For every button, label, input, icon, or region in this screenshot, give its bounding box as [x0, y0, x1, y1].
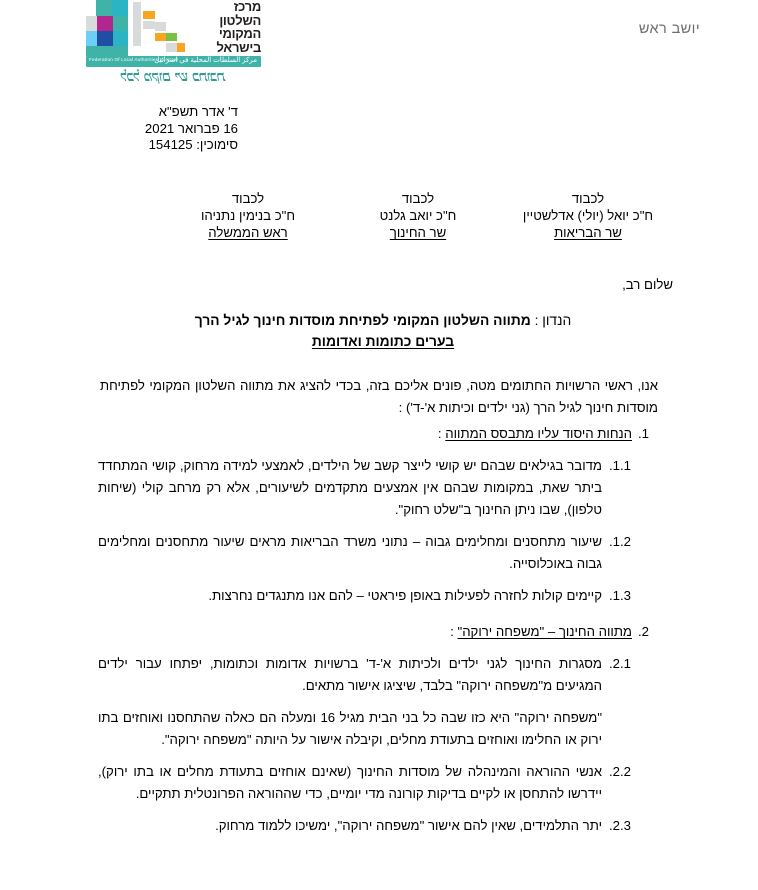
date-block	[98, 104, 238, 154]
subject-line-1: מתווה השלטון המקומי לפתיחת מוסדות חינוך לגיל הרך	[194, 313, 531, 328]
item-1-1-number: 1.1.	[609, 458, 632, 473]
logo-line-2: השלטון	[219, 12, 261, 28]
recipients-row	[93, 190, 673, 241]
item-2-3-number: 2.3.	[609, 818, 632, 833]
subject-line-2: בערים כתומות ואדומות	[311, 334, 455, 349]
greeting-line: שלום רב,	[622, 277, 673, 292]
item-2-1	[98, 653, 658, 697]
item-2-1-text: מסגרות החינוך לגני ילדים ולכיתות א'-ד' ברשויות אדומות וכתומות, יפתחו עבור ילדים המגיעים מ"משפחה ירוקה" בלבד, שיציגו אישור מתאים.	[98, 656, 602, 693]
section-2-number: 2.	[638, 624, 650, 639]
logo-building-blocks-icon	[86, 0, 185, 57]
logo-main	[86, 0, 261, 64]
recipient-name: ח"כ בנימין נתניהו	[200, 208, 296, 223]
reference-number: סימוכין: 154125	[148, 137, 238, 152]
recipient-name: ח"כ יואב גלנט	[379, 208, 457, 223]
section-2-heading-text: מתווה החינוך – "משפחה ירוקה"	[457, 624, 632, 639]
item-2-2	[98, 761, 658, 805]
subject-label: הנדון :	[534, 313, 572, 328]
logo-line-4: בישראל	[216, 39, 261, 55]
recipient-to-label: לכבוד	[401, 191, 435, 206]
recipient-to-label: לכבוד	[231, 191, 265, 206]
logo-line-3: המקומי	[218, 26, 261, 41]
item-1-2-text: שיעור מתחסנים ומחלימים גבוה – נתוני משרד הבריאות מראים שיעור מתחסנים ומחלימים גבוה באוכלוסייה.	[98, 534, 602, 571]
subject-block	[93, 310, 673, 352]
item-1-3-text: קיימים קולות לחזרה לפעילות באופן פיראטי – להם אנו מתנגדים נחרצות.	[208, 588, 602, 603]
document-body	[98, 418, 658, 837]
recipient-title: ראש הממשלה	[208, 225, 288, 240]
section-2	[98, 621, 658, 643]
recipient-to-label: לכבוד	[571, 191, 605, 206]
item-2-2-number: 2.2.	[609, 764, 632, 779]
item-2-2-text: אנשי ההוראה והמינהלה של מוסדות החינוך (שאינם אוחזים בתעודת מחלים או בתו ירוק), יידרשו להתחסן או לקיים בדיקות קורונה מדי יומיים, כדי שההוראה הפרונטלית תתקיים.	[98, 764, 602, 801]
hebrew-date: ד' אדר תשפ"א	[158, 104, 238, 119]
item-1-3	[98, 585, 658, 607]
item-1-1	[98, 455, 658, 521]
logo-english-subtitle: Federation Of Local Authorities In Israel	[89, 57, 178, 62]
item-2-3-text: יתר התלמידים, שאין להם אישור "משפחה ירוקה", ימשיכו ללמוד מרחוק.	[215, 818, 602, 833]
section-1-heading-text: הנחות היסוד עליו מתבסס המתווה	[445, 426, 632, 441]
gregorian-date: 16 פברואר 2021	[144, 120, 238, 136]
recipient-prime-minister	[163, 190, 333, 241]
organization-logo	[86, 0, 261, 90]
item-2-1-number: 2.1.	[609, 656, 632, 671]
section-2-heading	[98, 621, 632, 643]
logo-arabic-subtitle: مركز السلطات المحلية في اسرائيل	[154, 57, 257, 64]
section-1-heading-suffix: :	[437, 426, 446, 441]
recipient-education-minister	[333, 190, 503, 241]
item-1-2-number: 1.2.	[609, 534, 632, 549]
section-1-heading	[98, 423, 632, 445]
section-1	[98, 423, 658, 445]
section-1-number: 1.	[638, 426, 650, 441]
chairman-role-label: יושב ראש	[638, 21, 700, 37]
item-2-3	[98, 815, 658, 837]
document-header	[0, 0, 758, 92]
item-1-3-number: 1.3.	[609, 588, 632, 603]
logo-subtitle-bar	[86, 56, 261, 67]
logo-hebrew-text	[183, 0, 261, 54]
item-1-2	[98, 531, 658, 575]
recipient-title: שר החינוך	[389, 225, 447, 240]
logo-line-1: מרכז	[233, 0, 261, 14]
section-2-heading-suffix: :	[450, 624, 458, 639]
item-1-1-text: מדובר בגילאים שבהם יש קושי לייצר קשב של הילדים, לאמצעי למידה מרחוק, קושי המתחדד ביתר שאת, במקומות שבהם אין אמצעים מתקדמים לשיעורים, אלא רק מרחב קולי (שיחות טלפון), שבו ניתן החינוך ב"שלט רחוק".	[98, 458, 602, 517]
intro-paragraph: אנו, ראשי הרשויות החתומים מטה, פונים אליכם בזה, בכדי להציג את מתווה השלטון המקומי לפתיחת מוסדות חינוך לגיל הרך (גני ילדים וכיתות א'-ד') :	[100, 378, 658, 415]
logo-tagline: לכל מקום יש כתובת	[120, 68, 226, 85]
recipient-title: שר הבריאות	[554, 225, 622, 240]
green-family-definition: "משפחה ירוקה" היא כזו שבה כל בני הבית מגיל 16 ומעלה הם כאלה שהתחסנו ואוחזים בתו ירוק או החלימו ואוחזים בתעודת מחלים, וקיבלה אישור על היותה "משפחה ירוקה".	[98, 710, 602, 747]
recipient-name: ח"כ יואל (יולי) אדלשטיין	[522, 208, 654, 223]
recipient-health-minister	[503, 190, 673, 241]
